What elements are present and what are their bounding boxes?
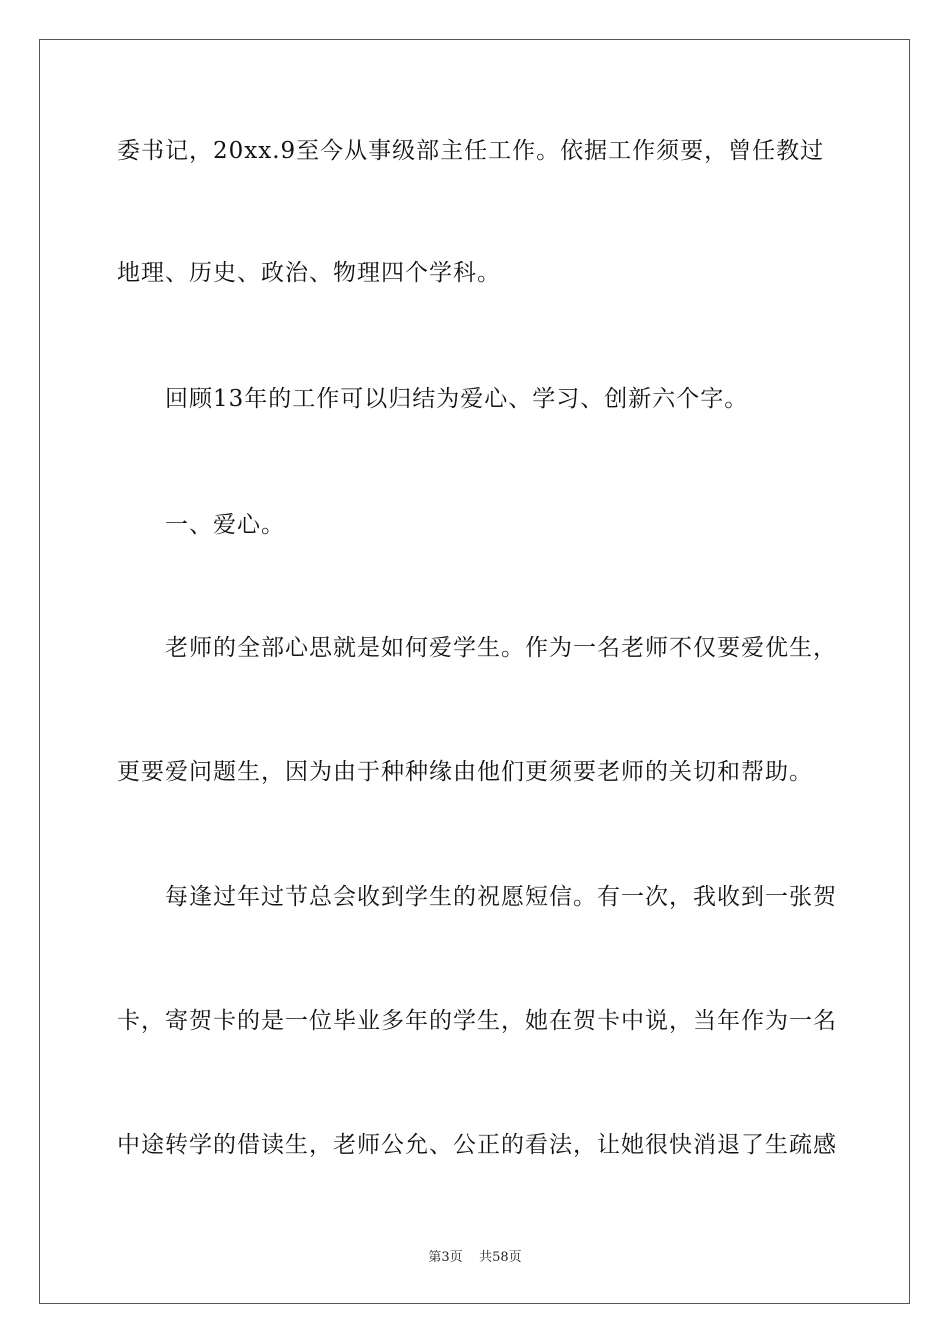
section-heading: 一、爱心。	[165, 512, 285, 538]
text-line: 回顾13年的工作可以归结为爱心、学习、创新六个字。	[165, 386, 749, 412]
page-border	[39, 39, 910, 1304]
page-footer	[0, 1246, 950, 1265]
text-line: 地理、历史、政治、物理四个学科。	[117, 260, 501, 286]
page-total: 共58页	[479, 1250, 522, 1265]
text-line: 更要爱问题生，因为由于种种缘由他们更须要老师的关切和帮助。	[117, 759, 813, 785]
text-line: 中途转学的借读生，老师公允、公正的看法，让她很快消退了生疏感	[117, 1132, 837, 1158]
text-line: 老师的全部心思就是如何爱学生。作为一名老师不仅要爱优生，	[165, 635, 837, 661]
text-line: 委书记，20xx.9至今从事级部主任工作。依据工作须要，曾任教过	[117, 138, 825, 164]
page-number: 第3页	[428, 1250, 463, 1265]
text-line: 每逢过年过节总会收到学生的祝愿短信。有一次，我收到一张贺	[165, 884, 837, 910]
text-line: 卡，寄贺卡的是一位毕业多年的学生，她在贺卡中说，当年作为一名	[117, 1008, 837, 1034]
